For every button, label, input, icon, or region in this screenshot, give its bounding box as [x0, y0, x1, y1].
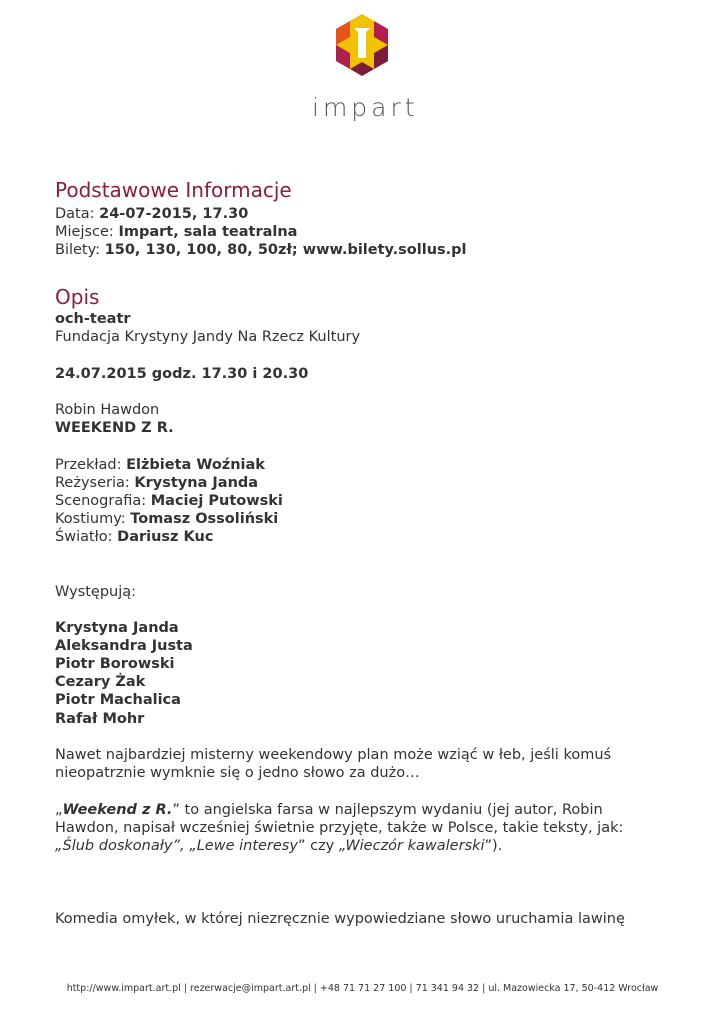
- cast-member: Piotr Borowski: [55, 656, 175, 672]
- date-value: 24-07-2015, 17.30: [99, 206, 249, 222]
- credit-value: Dariusz Kuc: [117, 529, 214, 545]
- other-titles: „Ślub doskonały”, „Lewe interesy: [55, 838, 298, 854]
- cast-member: Aleksandra Justa: [55, 638, 193, 654]
- foundation-name: Fundacja Krystyny Jandy Na Rzecz Kultury: [55, 329, 361, 345]
- cast-member: Krystyna Janda: [55, 620, 179, 636]
- cast-member: Rafał Mohr: [55, 711, 145, 727]
- impart-logo-mark-icon: [332, 14, 392, 76]
- section-title-basic: Podstawowe Informacje: [55, 178, 292, 202]
- credit-value: Maciej Putowski: [150, 493, 283, 509]
- description-paragraph-2-line-2: Hawdon, napisał wcześniej świetnie przyjęte, także w Polsce, takie teksty, jak:: [55, 820, 624, 836]
- closing-text: ”).: [484, 838, 503, 854]
- play-author: Robin Hawdon: [55, 402, 160, 418]
- description-paragraph-1-line-2: nieopatrznie wymknie się o jedno słowo za dużo…: [55, 765, 420, 781]
- credit-value: Krystyna Janda: [134, 475, 259, 491]
- place-row: [55, 223, 297, 241]
- other-title: „Wieczór kawalerski: [338, 838, 485, 854]
- tickets-label: Bilety:: [55, 242, 105, 258]
- place-value: Impart, sala teatralna: [118, 224, 298, 240]
- connector-text: ” czy: [297, 838, 339, 854]
- credit-label: Reżyseria:: [55, 475, 135, 491]
- description-paragraph-3: Komedia omyłek, w której niezręcznie wypowiedziane słowo uruchamia lawinę: [55, 911, 625, 927]
- logo-wordmark: impart: [312, 93, 419, 122]
- description-paragraph-2-line-3: [55, 837, 502, 855]
- para2-text: ” to angielska farsa w najlepszym wydaniu (jej autor, Robin: [172, 802, 603, 818]
- credit-value: Elżbieta Woźniak: [126, 457, 265, 473]
- credit-row: [55, 510, 278, 528]
- date-row: [55, 205, 248, 223]
- cast-label: Występują:: [55, 584, 137, 600]
- credit-label: Scenografia:: [55, 493, 151, 509]
- credit-row: [55, 474, 258, 492]
- place-label: Miejsce:: [55, 224, 119, 240]
- play-title: WEEKEND Z R.: [55, 420, 174, 436]
- tickets-value: 150, 130, 100, 80, 50zł; www.bilety.sollus.pl: [104, 242, 467, 258]
- cast-member: Piotr Machalica: [55, 692, 181, 708]
- tickets-row: [55, 241, 467, 259]
- date-label: Data:: [55, 206, 100, 222]
- footer-contact: http://www.impart.art.pl | rezerwacje@impart.art.pl | +48 71 71 27 100 | 71 341 94 32 | ul. Mazowiecka 17, 50-412 Wrocław: [66, 983, 659, 994]
- credit-row: [55, 492, 283, 510]
- description-paragraph-1-line-1: Nawet najbardziej misterny weekendowy plan może wziąć w łeb, jeśli komuś: [55, 747, 612, 763]
- cast-member: Cezary Żak: [55, 674, 146, 690]
- section-title-opis: Opis: [55, 285, 100, 309]
- credit-label: Światło:: [55, 529, 118, 545]
- company-name: och-teatr: [55, 311, 131, 327]
- credit-row: [55, 456, 265, 474]
- quote-open: „: [55, 802, 63, 818]
- credit-label: Przekład:: [55, 457, 127, 473]
- play-title-inline: Weekend z R.: [62, 802, 173, 818]
- impart-logo: [312, 14, 419, 122]
- credit-label: Kostiumy:: [55, 511, 131, 527]
- credit-value: Tomasz Ossoliński: [130, 511, 279, 527]
- description-paragraph-2-line-1: [55, 801, 603, 819]
- credit-row: [55, 528, 213, 546]
- performance-dates: 24.07.2015 godz. 17.30 i 20.30: [55, 366, 309, 382]
